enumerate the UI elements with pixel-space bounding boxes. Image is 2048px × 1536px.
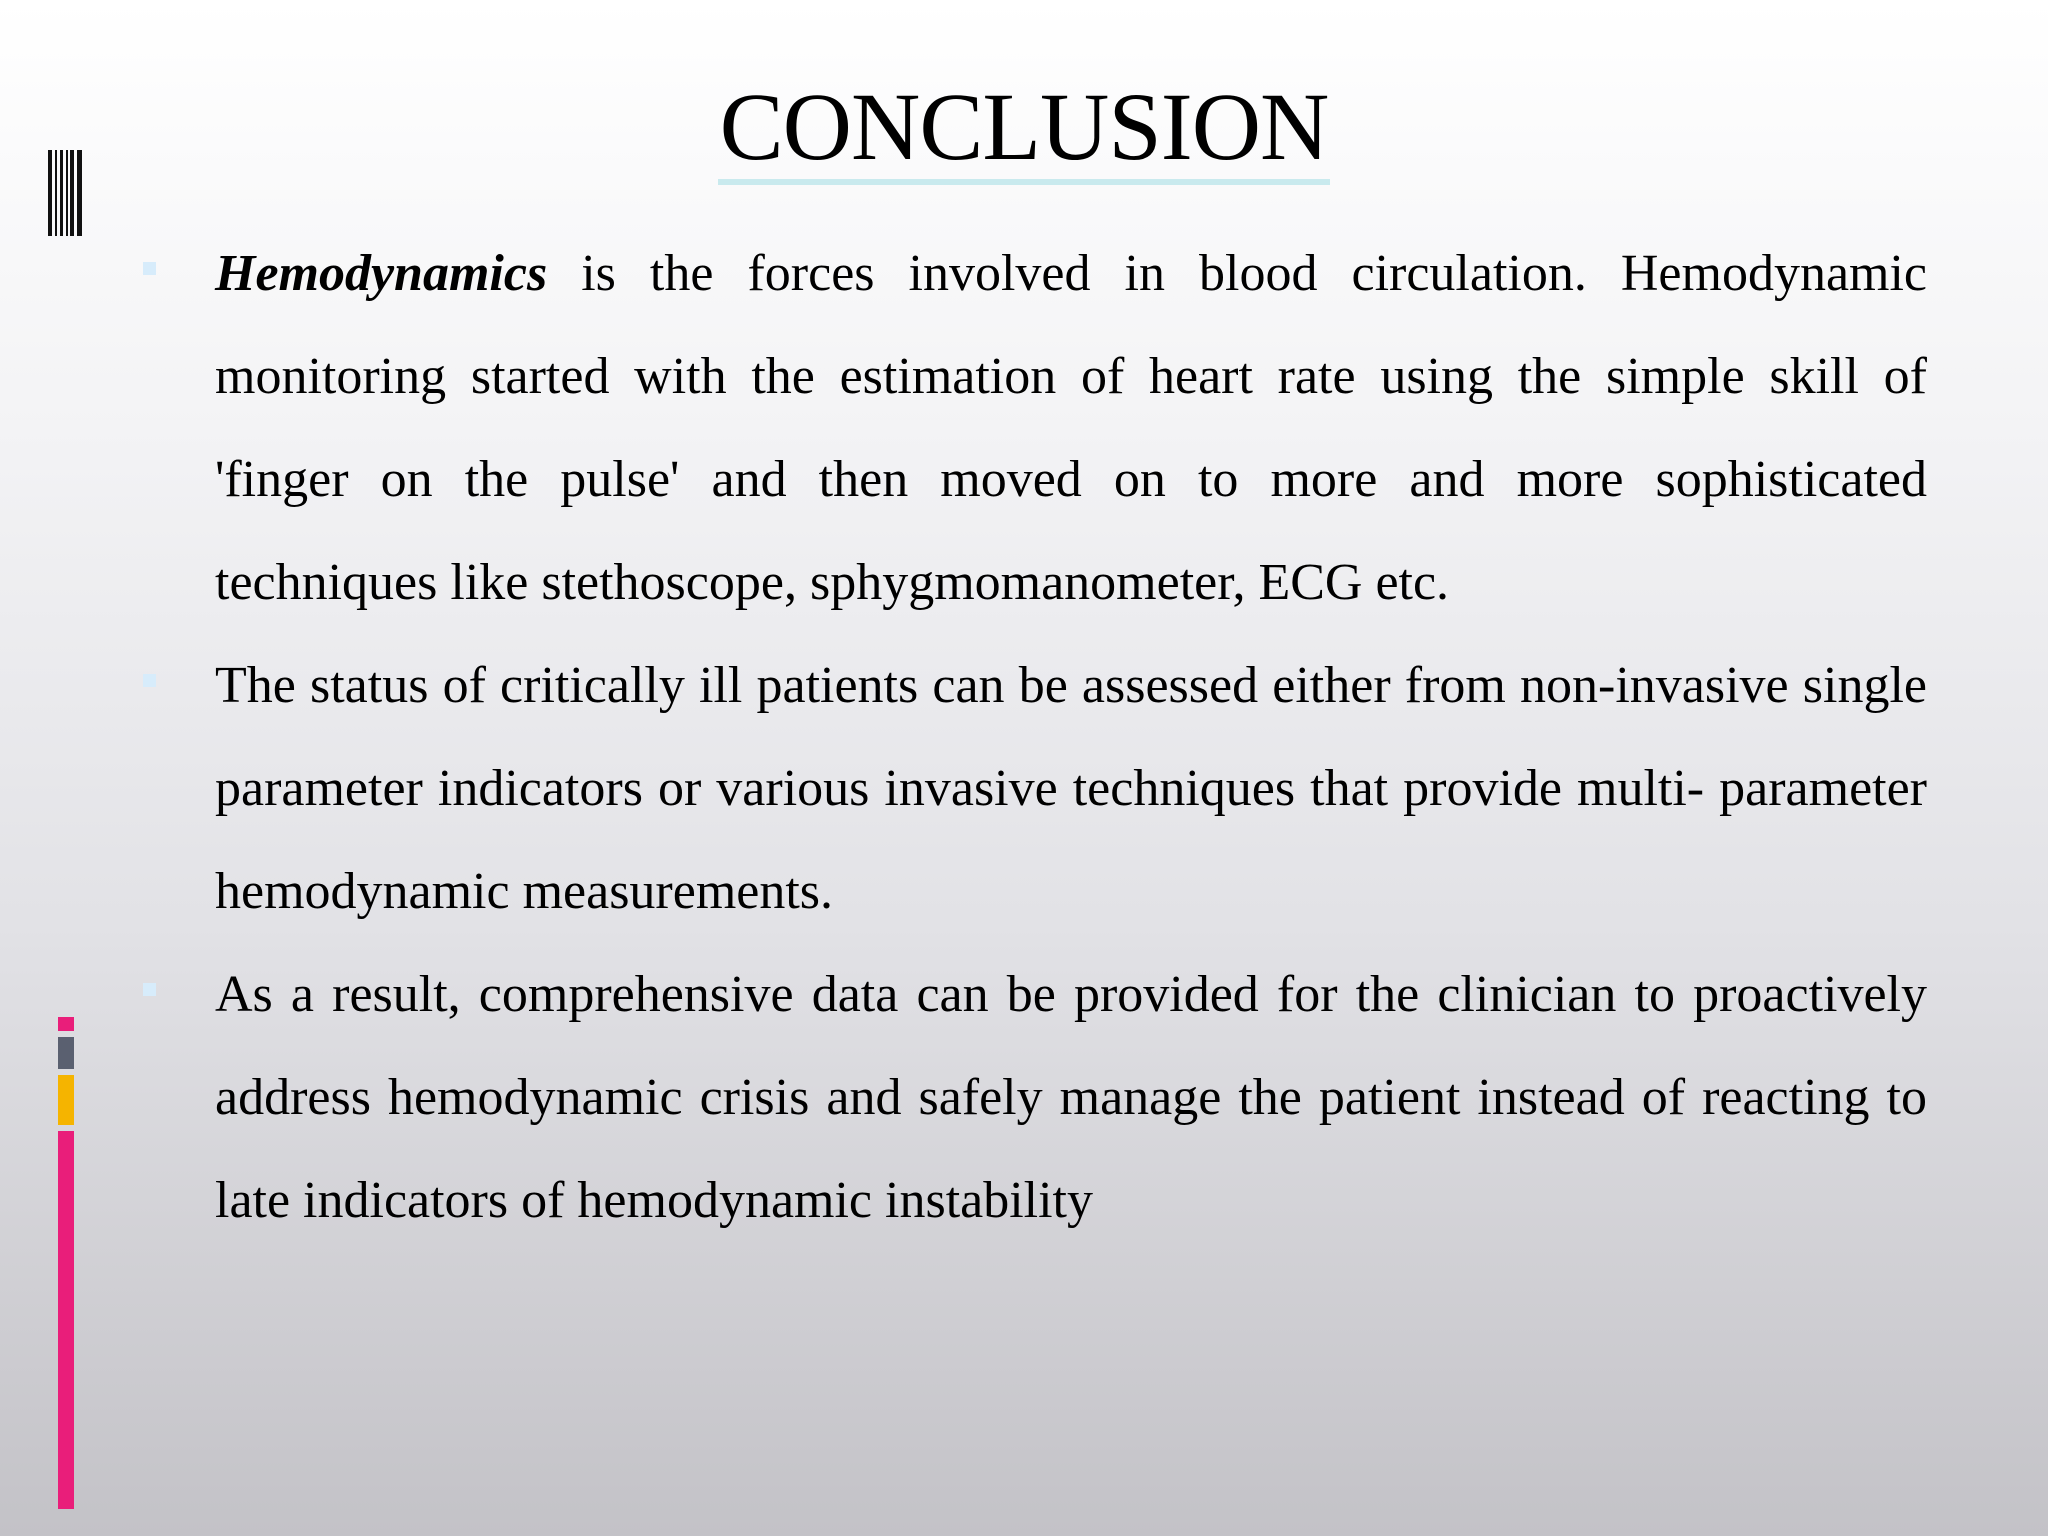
bullet-text: As a result, comprehensive data can be provided for the clinician to proactively address hemodynamic crisis and safely manage the patient instead of reacting to late indicators of hemodynamic instability [215,966,1927,1229]
bullet-item-3 [215,943,1927,1252]
accent-bar-pink-top [58,1017,74,1031]
bullet-item-2 [215,634,1927,943]
bullet-item-1 [215,222,1927,634]
slide-title-text: CONCLUSION [718,75,1331,185]
bullet-list [215,222,1927,1252]
accent-bar-slate [58,1037,74,1069]
square-bullet-icon [143,983,156,996]
accent-bar-gold [58,1075,74,1125]
accent-bar-pink [58,1131,74,1509]
slide-title [0,72,2048,185]
square-bullet-icon [143,262,156,275]
square-bullet-icon [143,674,156,687]
bullet-text: The status of critically ill patients can be assessed either from non-invasive single parameter indicators or various invasive techniques that provide multi- parameter hemodynamic measurements. [215,657,1927,920]
bullet-term: Hemodynamics [215,245,548,302]
bullet-text: is the forces involved in blood circulation. Hemodynamic monitoring started with the estimation of heart rate using the simple skill of 'finger on the pulse' and then moved on to more and more sophisticated techniques like stethoscope, sphygmomanometer, ECG etc. [215,245,1927,611]
